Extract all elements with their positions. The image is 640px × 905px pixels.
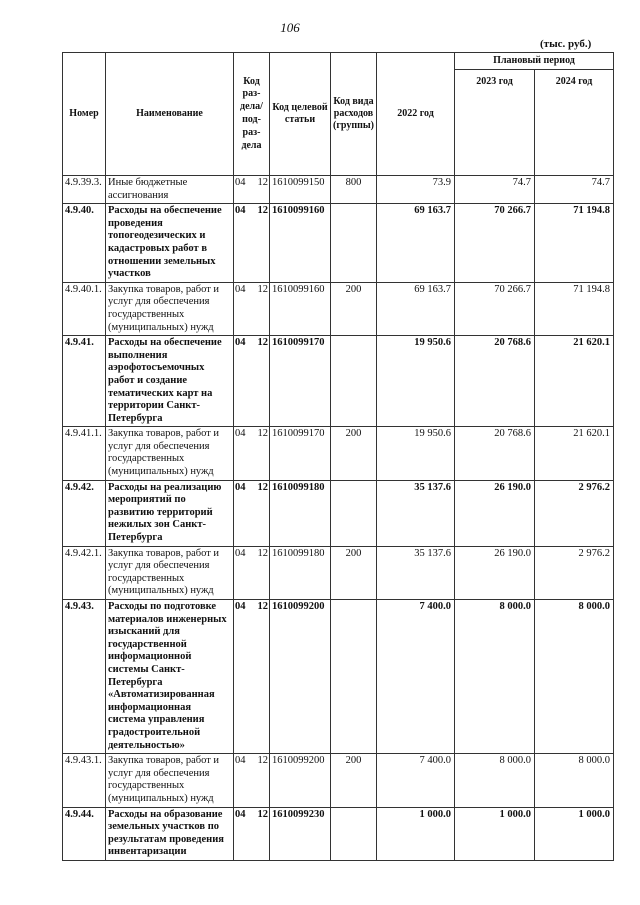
row-razdel: 04 (235, 808, 246, 820)
row-number: 4.9.42. (63, 480, 106, 546)
row-value-2022: 19 950.6 (377, 427, 455, 480)
row-value-2023: 8 000.0 (455, 754, 535, 807)
table-row (63, 336, 614, 427)
row-podrazdel: 12 (257, 547, 268, 559)
row-name: Расходы на обеспечение проведения топогеодезических и кадастровых работ в отношении земельных участков (106, 204, 234, 283)
row-section-code (234, 807, 270, 860)
row-razdel: 04 (235, 481, 246, 493)
row-expense-type (331, 807, 377, 860)
table-row (63, 204, 614, 283)
row-name: Расходы по подготовке материалов инженерных изысканий для государственной информационной системы Санкт-Петербурга «Автоматизированная информационная система управления градостроительной деятельностью» (106, 600, 234, 754)
row-section-code (234, 480, 270, 546)
row-razdel: 04 (235, 428, 246, 440)
row-podrazdel: 12 (257, 755, 268, 767)
row-value-2024: 21 620.1 (535, 427, 614, 480)
row-podrazdel: 12 (257, 205, 268, 217)
header-name: Наименование (106, 53, 234, 176)
table-row (63, 427, 614, 480)
row-expense-type: 200 (331, 546, 377, 599)
row-name: Расходы на образование земельных участков по результатам проведения инвентаризации (106, 807, 234, 860)
row-name: Закупка товаров, работ и услуг для обеспечения государственных (муниципальных) нужд (106, 427, 234, 480)
row-target-code: 1610099160 (270, 204, 331, 283)
row-section-code (234, 282, 270, 335)
row-razdel: 04 (235, 177, 246, 188)
row-value-2024: 8 000.0 (535, 600, 614, 754)
row-value-2022: 35 137.6 (377, 546, 455, 599)
table-row (63, 754, 614, 807)
row-value-2023: 20 768.6 (455, 336, 535, 427)
row-value-2024: 71 194.8 (535, 204, 614, 283)
row-value-2022: 7 400.0 (377, 600, 455, 754)
row-value-2022: 1 000.0 (377, 807, 455, 860)
row-podrazdel: 12 (257, 808, 268, 820)
row-target-code: 1610099230 (270, 807, 331, 860)
budget-table (62, 52, 614, 861)
row-target-code: 1610099170 (270, 336, 331, 427)
row-number: 4.9.40. (63, 204, 106, 283)
row-target-code: 1610099170 (270, 427, 331, 480)
row-value-2022: 73.9 (377, 176, 455, 204)
row-section-code (234, 427, 270, 480)
row-value-2022: 69 163.7 (377, 204, 455, 283)
row-podrazdel: 12 (257, 337, 268, 349)
row-razdel: 04 (235, 205, 246, 217)
row-number: 4.9.44. (63, 807, 106, 860)
row-value-2023: 26 190.0 (455, 546, 535, 599)
row-value-2024: 21 620.1 (535, 336, 614, 427)
row-razdel: 04 (235, 283, 246, 295)
table-row (63, 282, 614, 335)
row-value-2023: 70 266.7 (455, 204, 535, 283)
header-target-code: Код целевой статьи (270, 53, 331, 176)
row-value-2023: 1 000.0 (455, 807, 535, 860)
row-target-code: 1610099150 (270, 176, 331, 204)
row-target-code: 1610099200 (270, 600, 331, 754)
row-name: Расходы на реализацию мероприятий по развитию территорий нежилых зон Санкт-Петербурга (106, 480, 234, 546)
row-podrazdel: 12 (257, 177, 268, 188)
row-podrazdel: 12 (257, 481, 268, 493)
row-value-2024: 71 194.8 (535, 282, 614, 335)
table-row (63, 176, 614, 204)
row-value-2024: 1 000.0 (535, 807, 614, 860)
row-expense-type (331, 480, 377, 546)
row-target-code: 1610099200 (270, 754, 331, 807)
row-name: Расходы на обеспечение выполнения аэрофотосъемочных работ и создание тематических карт на территории Санкт-Петербурга (106, 336, 234, 427)
row-number: 4.9.40.1. (63, 282, 106, 335)
header-year-2024: 2024 год (535, 70, 614, 176)
row-number: 4.9.41.1. (63, 427, 106, 480)
row-target-code: 1610099180 (270, 546, 331, 599)
row-number: 4.9.43. (63, 600, 106, 754)
row-value-2024: 2 976.2 (535, 480, 614, 546)
header-expense-type-code: Код вида расходов (группы) (331, 53, 377, 176)
row-podrazdel: 12 (257, 601, 268, 612)
header-planned-period: Плановый период (455, 53, 614, 70)
units-label: (тыс. руб.) (540, 38, 592, 50)
row-expense-type: 200 (331, 282, 377, 335)
row-section-code (234, 336, 270, 427)
row-expense-type (331, 336, 377, 427)
row-section-code (234, 600, 270, 754)
table-row (63, 600, 614, 754)
header-number: Номер (63, 53, 106, 176)
row-value-2023: 70 266.7 (455, 282, 535, 335)
row-section-code (234, 546, 270, 599)
row-value-2024: 8 000.0 (535, 754, 614, 807)
row-expense-type: 200 (331, 754, 377, 807)
row-value-2022: 35 137.6 (377, 480, 455, 546)
row-value-2022: 7 400.0 (377, 754, 455, 807)
header-section-code: Код раз-дела/ под-раз-дела (234, 53, 270, 176)
row-section-code (234, 204, 270, 283)
row-expense-type (331, 204, 377, 283)
row-expense-type (331, 600, 377, 754)
row-name: Закупка товаров, работ и услуг для обеспечения государственных (муниципальных) нужд (106, 282, 234, 335)
page-number: 106 (280, 20, 300, 35)
row-name: Закупка товаров, работ и услуг для обеспечения государственных (муниципальных) нужд (106, 754, 234, 807)
table-row (63, 807, 614, 860)
row-razdel: 04 (235, 755, 246, 767)
row-target-code: 1610099180 (270, 480, 331, 546)
row-section-code (234, 176, 270, 204)
row-value-2023: 20 768.6 (455, 427, 535, 480)
row-number: 4.9.43.1. (63, 754, 106, 807)
row-value-2023: 26 190.0 (455, 480, 535, 546)
table-row (63, 480, 614, 546)
row-razdel: 04 (235, 547, 246, 559)
row-target-code: 1610099160 (270, 282, 331, 335)
row-expense-type: 800 (331, 176, 377, 204)
row-name: Иные бюджетные ассигнования (106, 176, 234, 204)
row-razdel: 04 (235, 601, 246, 612)
row-value-2022: 69 163.7 (377, 282, 455, 335)
row-number: 4.9.39.3. (63, 176, 106, 204)
row-name: Закупка товаров, работ и услуг для обеспечения государственных (муниципальных) нужд (106, 546, 234, 599)
row-razdel: 04 (235, 337, 246, 349)
row-value-2022: 19 950.6 (377, 336, 455, 427)
row-value-2023: 74.7 (455, 176, 535, 204)
row-section-code (234, 754, 270, 807)
header-year-2022: 2022 год (377, 53, 455, 176)
header-year-2023: 2023 год (455, 70, 535, 176)
table-row (63, 546, 614, 599)
row-number: 4.9.42.1. (63, 546, 106, 599)
row-value-2024: 74.7 (535, 176, 614, 204)
row-number: 4.9.41. (63, 336, 106, 427)
row-podrazdel: 12 (257, 283, 268, 295)
row-expense-type: 200 (331, 427, 377, 480)
row-podrazdel: 12 (257, 428, 268, 440)
row-value-2024: 2 976.2 (535, 546, 614, 599)
row-value-2023: 8 000.0 (455, 600, 535, 754)
